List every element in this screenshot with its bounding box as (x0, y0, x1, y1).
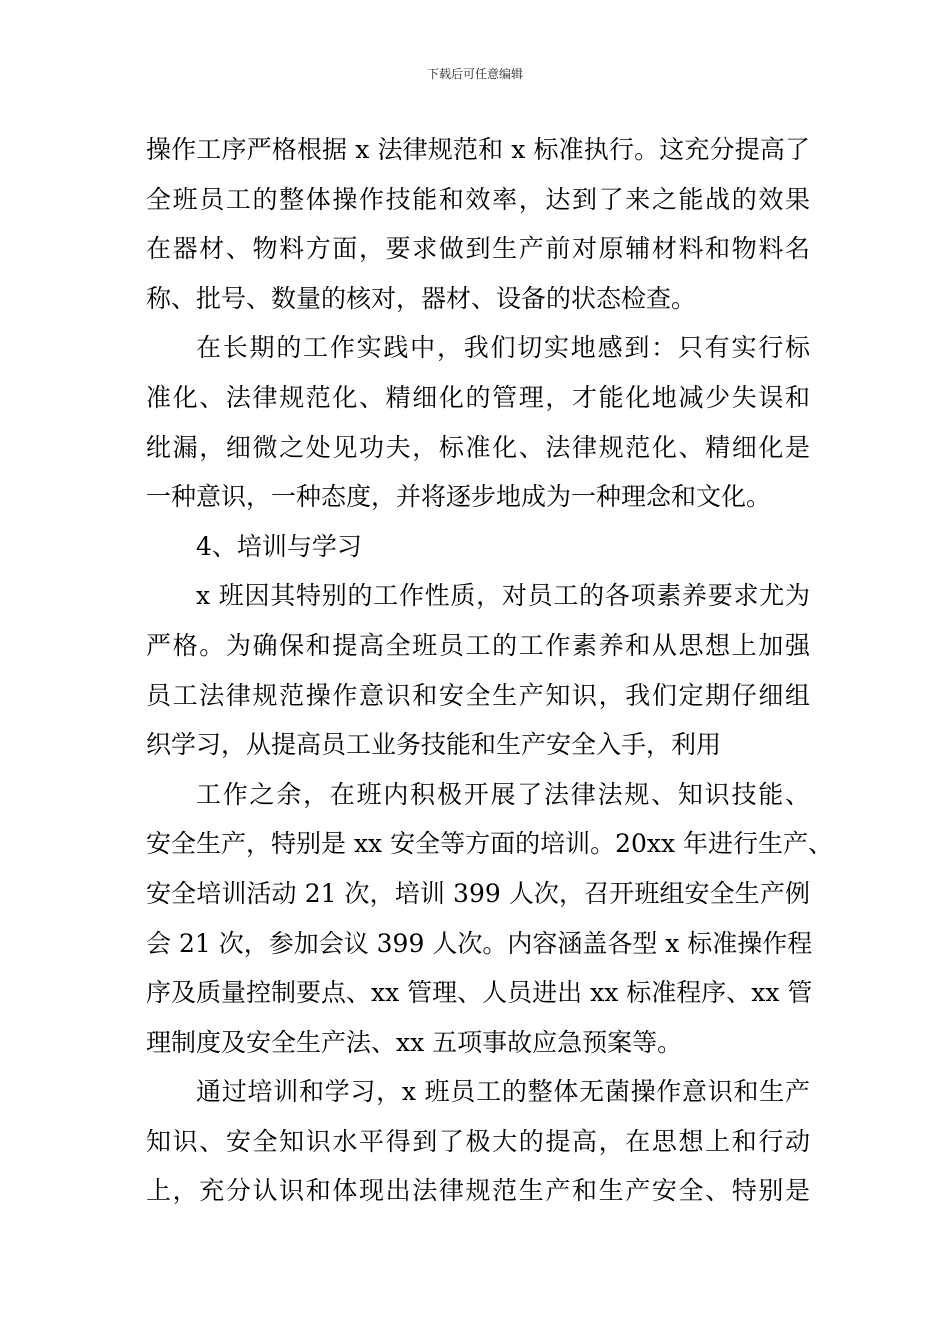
text-line: 全班员工的整体操作技能和效率，达到了来之能战的效果 (146, 184, 810, 214)
text-line: 操作工序严格根据 x 法律规范和 x 标准执行。这充分提高了 (146, 135, 810, 164)
text-line: 上，充分认识和体现出法律规范生产和生产安全、特别是 (146, 1176, 810, 1206)
text-line: 准化、法律规范化、精细化的管理，才能化地减少失误和 (146, 382, 810, 412)
text-line: 通过培训和学习，x 班员工的整体无菌操作意识和生产 (196, 1077, 810, 1107)
text-line: 员工法律规范操作意识和安全生产知识，我们定期仔细组 (146, 680, 810, 710)
text-line: 理制度及安全生产法、xx 五项事故应急预案等。 (146, 1027, 683, 1057)
text-line: 织学习，从提高员工业务技能和生产安全入手，利用 (146, 730, 722, 760)
text-line: x 班因其特别的工作性质，对员工的各项素养要求尤为 (196, 581, 810, 611)
text-line: 在器材、物料方面，要求做到生产前对原辅材料和物料名 (146, 234, 810, 264)
text-line: 严格。为确保和提高全班员工的工作素养和从思想上加强 (146, 630, 810, 660)
text-line: 安全生产，特别是 xx 安全等方面的培训。20xx 年进行生产、 (146, 829, 834, 859)
text-line: 序及质量控制要点、xx 管理、人员进出 xx 标准程序、xx 管 (146, 978, 813, 1008)
text-line: 知识、安全知识水平得到了极大的提高，在思想上和行动 (146, 1126, 810, 1156)
page-header: 下载后可任意编辑 (426, 67, 523, 81)
text-line: 称、批号、数量的核对，器材、设备的状态检查。 (146, 283, 697, 313)
text-line: 安全培训活动 21 次，培训 399 人次，召开班组安全生产例 (146, 878, 810, 908)
text-line: 纰漏，细微之处见功夫，标准化、法律规范化、精细化是 (146, 432, 810, 462)
section-heading: 4、培训与学习 (196, 531, 362, 561)
text-line: 工作之余，在班内积极开展了法律法规、知识技能、 (196, 779, 810, 809)
text-line: 一种意识，一种态度，并将逐步地成为一种理念和文化。 (146, 482, 772, 512)
document-body (146, 125, 834, 1216)
text-line: 会 21 次，参加会议 399 人次。内容涵盖各型 x 标准操作程 (146, 928, 813, 958)
text-line: 在长期的工作实践中，我们切实地感到：只有实行标 (196, 333, 810, 363)
